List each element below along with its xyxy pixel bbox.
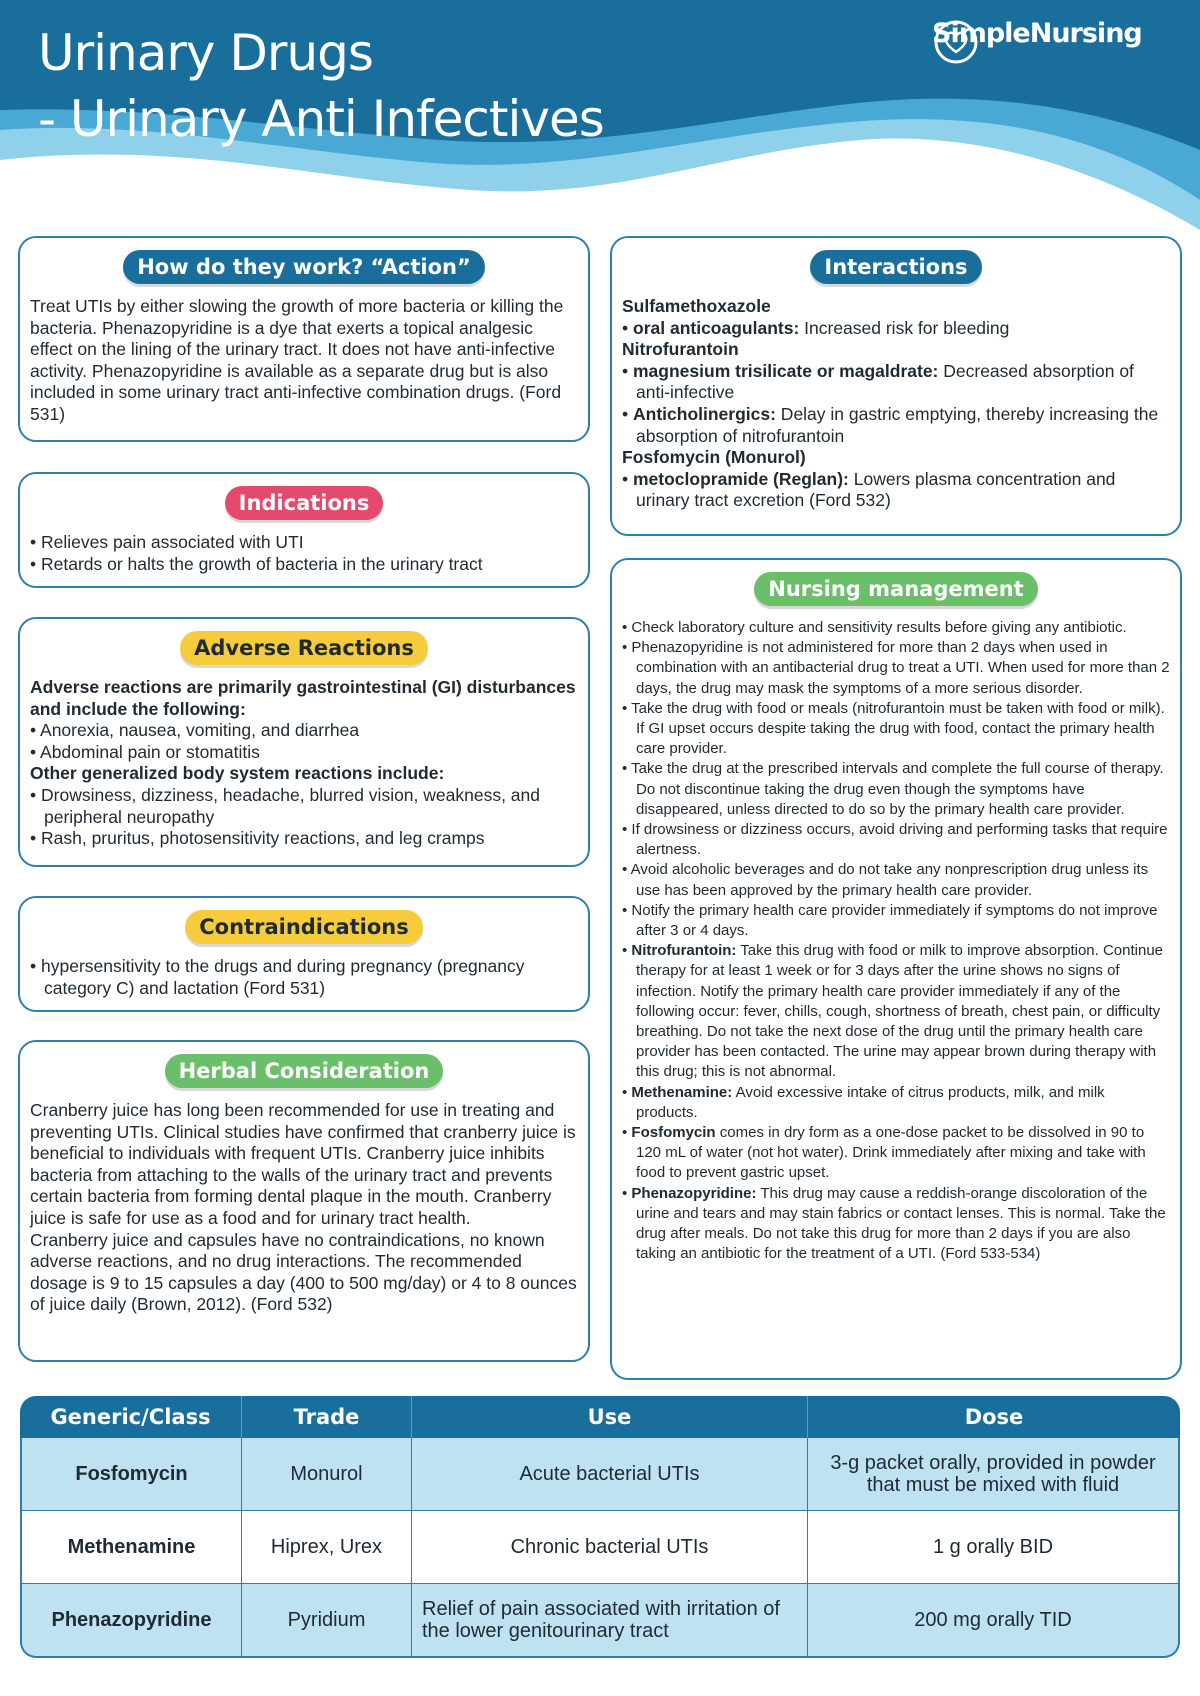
list-item: • Drowsiness, dizziness, headache, blurred vision, weakness, and peripheral neuropathy <box>30 785 578 828</box>
list-item <box>622 404 1170 447</box>
title-line-2: - Urinary Anti Infectives <box>38 90 604 148</box>
list-item: • Check laboratory culture and sensitivity results before giving any antibiotic. <box>622 618 1170 638</box>
drug-name: Nitrofurantoin <box>622 339 739 360</box>
adverse-heading: Adverse Reactions <box>180 631 428 665</box>
adverse-intro: Adverse reactions are primarily gastrointestinal (GI) disturbances and include the following: <box>30 677 576 719</box>
table-cell: 200 mg orally TID <box>808 1584 1180 1658</box>
list-item <box>622 318 1170 340</box>
list-item: • Take the drug with food or meals (nitrofurantoin must be taken with food or milk). If GI upset occurs despite taking the drug with food, contact the primary health care provider. <box>622 699 1170 760</box>
table-cell: Pyridium <box>242 1584 412 1658</box>
drug-term: Nitrofurantoin: <box>631 942 737 960</box>
list-item: • Take the drug at the prescribed intervals and complete the full course of therapy. Do not discontinue taking the drug even though the symptoms have disappeared, unless directed to do so by the primary health care provider. <box>622 759 1170 820</box>
page-header <box>0 0 1200 240</box>
herbal-heading: Herbal Consideration <box>165 1054 444 1088</box>
interaction-term: oral anticoagulants: <box>633 317 800 338</box>
drug-note: Avoid excessive intake of citrus products, milk, and milk products. <box>636 1083 1105 1121</box>
column-header: Dose <box>808 1396 1180 1438</box>
interaction-desc: Increased risk for bleeding <box>799 317 1010 338</box>
interaction-term: magnesium trisilicate or magaldrate: <box>633 360 939 381</box>
table-header-row <box>20 1396 1180 1438</box>
nursing-management-card <box>610 558 1182 1380</box>
action-card <box>18 236 590 442</box>
indications-heading: Indications <box>225 486 384 520</box>
action-heading: How do they work? “Action” <box>123 250 485 284</box>
list-item <box>622 1123 1170 1184</box>
drug-table <box>20 1396 1180 1658</box>
action-text: Treat UTIs by either slowing the growth of more bacteria or killing the bacteria. Phenazopyridine is a dye that exerts a topical analgesic effect on the lining of the urinary tract. It does not have anti-infective activity. Phenazopyridine is available as a separate drug but is also included in some urinary tract anti-infective combination drugs. (Ford 531) <box>30 296 564 424</box>
table-cell: Relief of pain associated with irritation of the lower genitourinary tract <box>412 1584 808 1658</box>
column-header: Trade <box>242 1396 412 1438</box>
table-cell: Acute bacterial UTIs <box>412 1438 808 1511</box>
interaction-term: Anticholinergics: <box>633 403 776 424</box>
list-item <box>622 941 1170 1082</box>
drug-note: Take this drug with food or milk to improve absorption. Continue therapy for at least 1 week or for 3 days after the urine shows no signs of infection. Notify the primary health care provider immediately if any of the following occur: fever, chills, cough, shortness of breath, chest pain, or difficulty breathing. Do not take the next dose of the drug until the primary health care provider has been contacted. The urine may appear brown during therapy with this drug; this is not abnormal. <box>636 942 1164 1081</box>
column-header: Generic/Class <box>20 1396 242 1438</box>
drug-name: Fosfomycin (Monurol) <box>622 447 806 468</box>
interaction-desc: Decreased absorption of anti-infective <box>636 360 1134 403</box>
indications-card <box>18 472 590 588</box>
page-title <box>38 20 604 152</box>
list-item: • Phenazopyridine is not administered for more than 2 days when used in combination with an antibacterial drug to treat a UTI. When used for more than 2 days, the drug may mask the symptoms of a more serious disorder. <box>622 638 1170 699</box>
list-item: • Rash, pruritus, photosensitivity reactions, and leg cramps <box>30 828 578 850</box>
drug-term: Methenamine: <box>631 1083 733 1101</box>
contraindications-card <box>18 896 590 1012</box>
herbal-text-1: Cranberry juice has long been recommended for use in treating and preventing UTIs. Clinical studies have confirmed that cranberry juice is beneficial to individuals with frequent UTIs. Cranberry juice inhibits bacteria from attaching to the walls of the urinary tract and prevents certain bacteria from forming dental plaque in the mouth. Cranberry juice is safe for use as a food and for urinary tract health. <box>30 1100 576 1228</box>
column-header: Use <box>412 1396 808 1438</box>
interactions-card <box>610 236 1182 536</box>
list-item: • Retards or halts the growth of bacteria in the urinary tract <box>30 554 578 576</box>
interaction-term: metoclopramide (Reglan): <box>633 468 849 489</box>
herbal-consideration-card <box>18 1040 590 1362</box>
list-item <box>622 1184 1170 1265</box>
contra-heading: Contraindications <box>185 910 422 944</box>
brand-name: SimpleNursing <box>932 18 1142 49</box>
adverse-reactions-card <box>18 617 590 867</box>
drug-term: Phenazopyridine: <box>631 1184 757 1202</box>
table-cell: Methenamine <box>20 1511 242 1584</box>
interaction-desc: Lowers plasma concentration and urinary tract excretion (Ford 532) <box>636 468 1116 511</box>
table-cell: Monurol <box>242 1438 412 1511</box>
list-item <box>622 361 1170 404</box>
list-item <box>622 1083 1170 1123</box>
adverse-intro-2: Other generalized body system reactions include: <box>30 763 445 784</box>
list-item: • hypersensitivity to the drugs and during pregnancy (pregnancy category C) and lactation (Ford 531) <box>30 956 578 999</box>
brand-logo <box>932 18 1142 49</box>
table-cell: 1 g orally BID <box>808 1511 1180 1584</box>
list-item: • If drowsiness or dizziness occurs, avoid driving and performing tasks that require alertness. <box>622 820 1170 860</box>
table-row <box>20 1511 1180 1584</box>
list-item: • Anorexia, nausea, vomiting, and diarrhea <box>30 720 578 742</box>
table-row <box>20 1438 1180 1511</box>
table-cell: Chronic bacterial UTIs <box>412 1511 808 1584</box>
list-item: • Relieves pain associated with UTI <box>30 532 578 554</box>
drug-note: This drug may cause a reddish-orange discoloration of the urine and tears and may stain fabrics or contact lenses. This is normal. Take the drug after meals. Do not take this drug for more than 2 days if you are also taking an antibiotic for the treatment of a UTI. (Ford 533-534) <box>636 1184 1166 1263</box>
stethoscope-heart-icon <box>932 18 980 66</box>
interactions-heading: Interactions <box>810 250 981 284</box>
table-cell: 3-g packet orally, provided in powder that must be mixed with fluid <box>808 1438 1180 1511</box>
interaction-desc: Delay in gastric emptying, thereby increasing the absorption of nitrofurantoin <box>636 403 1159 446</box>
title-line-1: Urinary Drugs <box>38 24 373 82</box>
drug-name: Sulfamethoxazole <box>622 296 771 316</box>
table-row <box>20 1584 1180 1658</box>
list-item <box>622 469 1170 512</box>
table-cell: Fosfomycin <box>20 1438 242 1511</box>
nursing-heading: Nursing management <box>754 572 1037 606</box>
list-item: • Avoid alcoholic beverages and do not take any nonprescription drug unless its use has been approved by the primary health care provider. <box>622 860 1170 900</box>
table-cell: Phenazopyridine <box>20 1584 242 1658</box>
list-item: • Abdominal pain or stomatitis <box>30 742 578 764</box>
drug-term: Fosfomycin <box>631 1124 716 1142</box>
table-cell: Hiprex, Urex <box>242 1511 412 1584</box>
herbal-text-2: Cranberry juice and capsules have no contraindications, no known adverse reactions, and no drug interactions. The recommended dosage is 9 to 15 capsules a day (400 to 500 mg/day) or 4 to 8 ounces of juice daily (Brown, 2012). (Ford 532) <box>30 1229 577 1315</box>
drug-note: comes in dry form as a one-dose packet to be dissolved in 90 to 120 mL of water (not hot water). Drink immediately after mixing and take with food to prevent gastric upset. <box>636 1124 1146 1182</box>
list-item: • Notify the primary health care provider immediately if symptoms do not improve after 3 or 4 days. <box>622 901 1170 941</box>
